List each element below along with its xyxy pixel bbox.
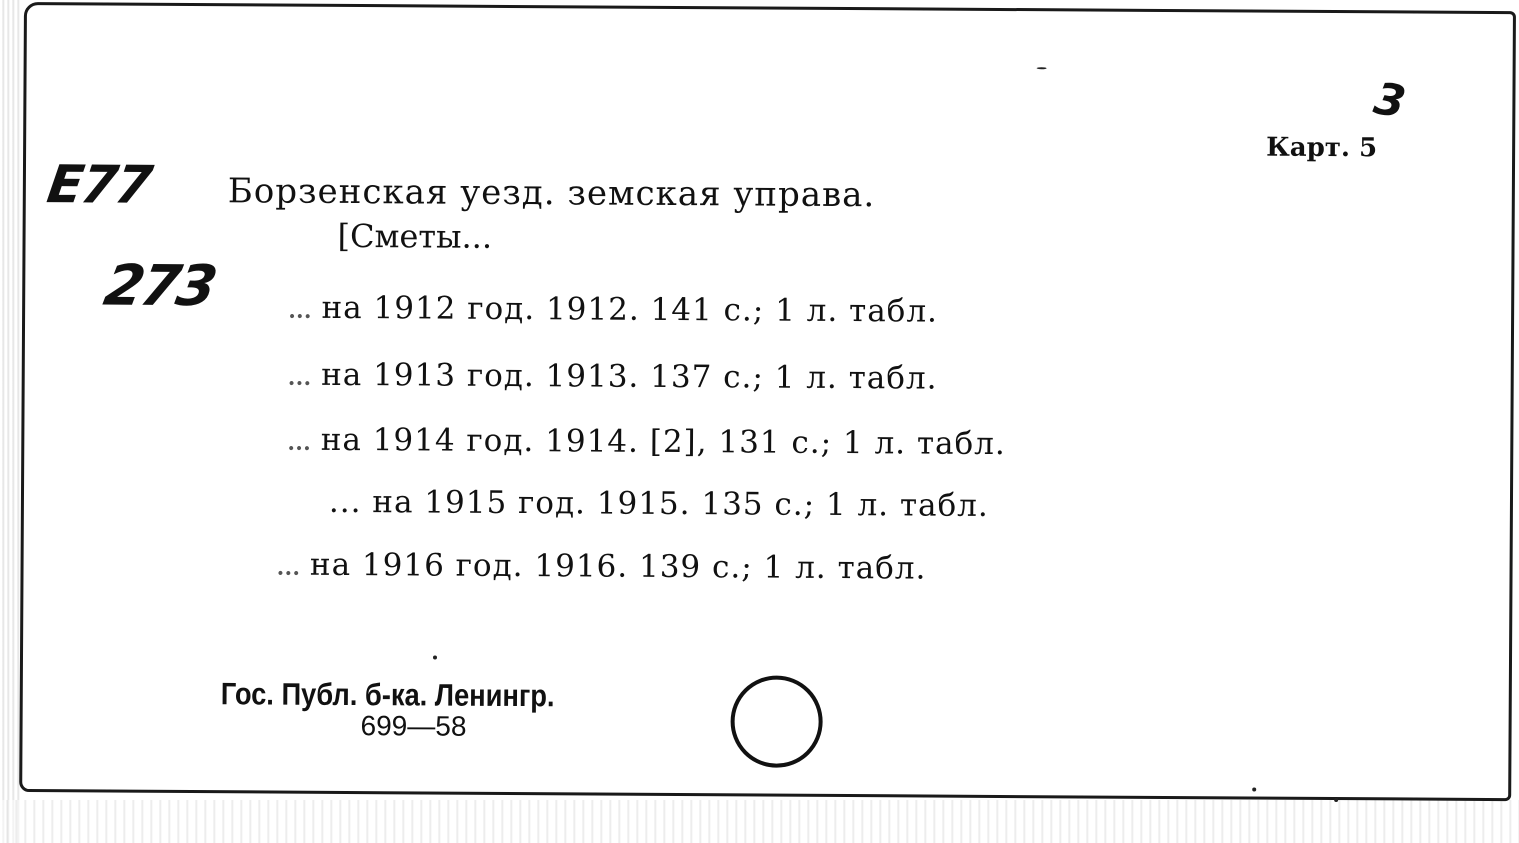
card-subheading: [Сметы... [337,216,493,256]
library-name: Гос. Публ. б-ка. Ленингр. [220,676,555,714]
speck [1252,788,1256,792]
handwritten-card-number: 3 [1370,73,1410,129]
entry-text: на 1913 год. 1913. 137 с.; 1 л. табл. [321,356,938,397]
speck [1037,67,1047,69]
entry-1916 [275,547,926,587]
speck [433,656,437,660]
shelfmark-line-2: 273 [99,253,220,320]
library-code: 699—58 [360,710,467,742]
shelfmark-line-1: E77 [43,155,155,216]
card-number: Карт. 5 [1266,132,1378,164]
entry-text: на 1916 год. 1916. 139 с.; 1 л. табл. [309,546,927,587]
speck [1334,798,1338,802]
entry-1913 [287,357,938,397]
entry-text: на 1915 год. 1915. 135 с.; 1 л. табл. [372,484,989,524]
entry-text: на 1912 год. 1912. 141 с.; 1 л. табл. [321,289,939,330]
circle-stamp-icon [730,675,823,768]
entry-1915 [329,484,989,524]
entry-1912 [287,290,938,330]
entry-marker: ... [286,356,311,393]
entry-marker: ... [286,421,311,458]
scan-edge-bottom [0,800,1519,843]
card-heading: Борзенская уезд. земская управа. [227,171,876,216]
entry-marker: ... [275,546,300,583]
entry-marker: ... [287,289,311,326]
entry-1914 [286,422,1006,462]
entry-text: на 1914 год. 1914. [2], 131 с.; 1 л. табл. [320,421,1006,463]
entry-marker: ... [328,483,362,521]
catalog-card [19,2,1516,801]
